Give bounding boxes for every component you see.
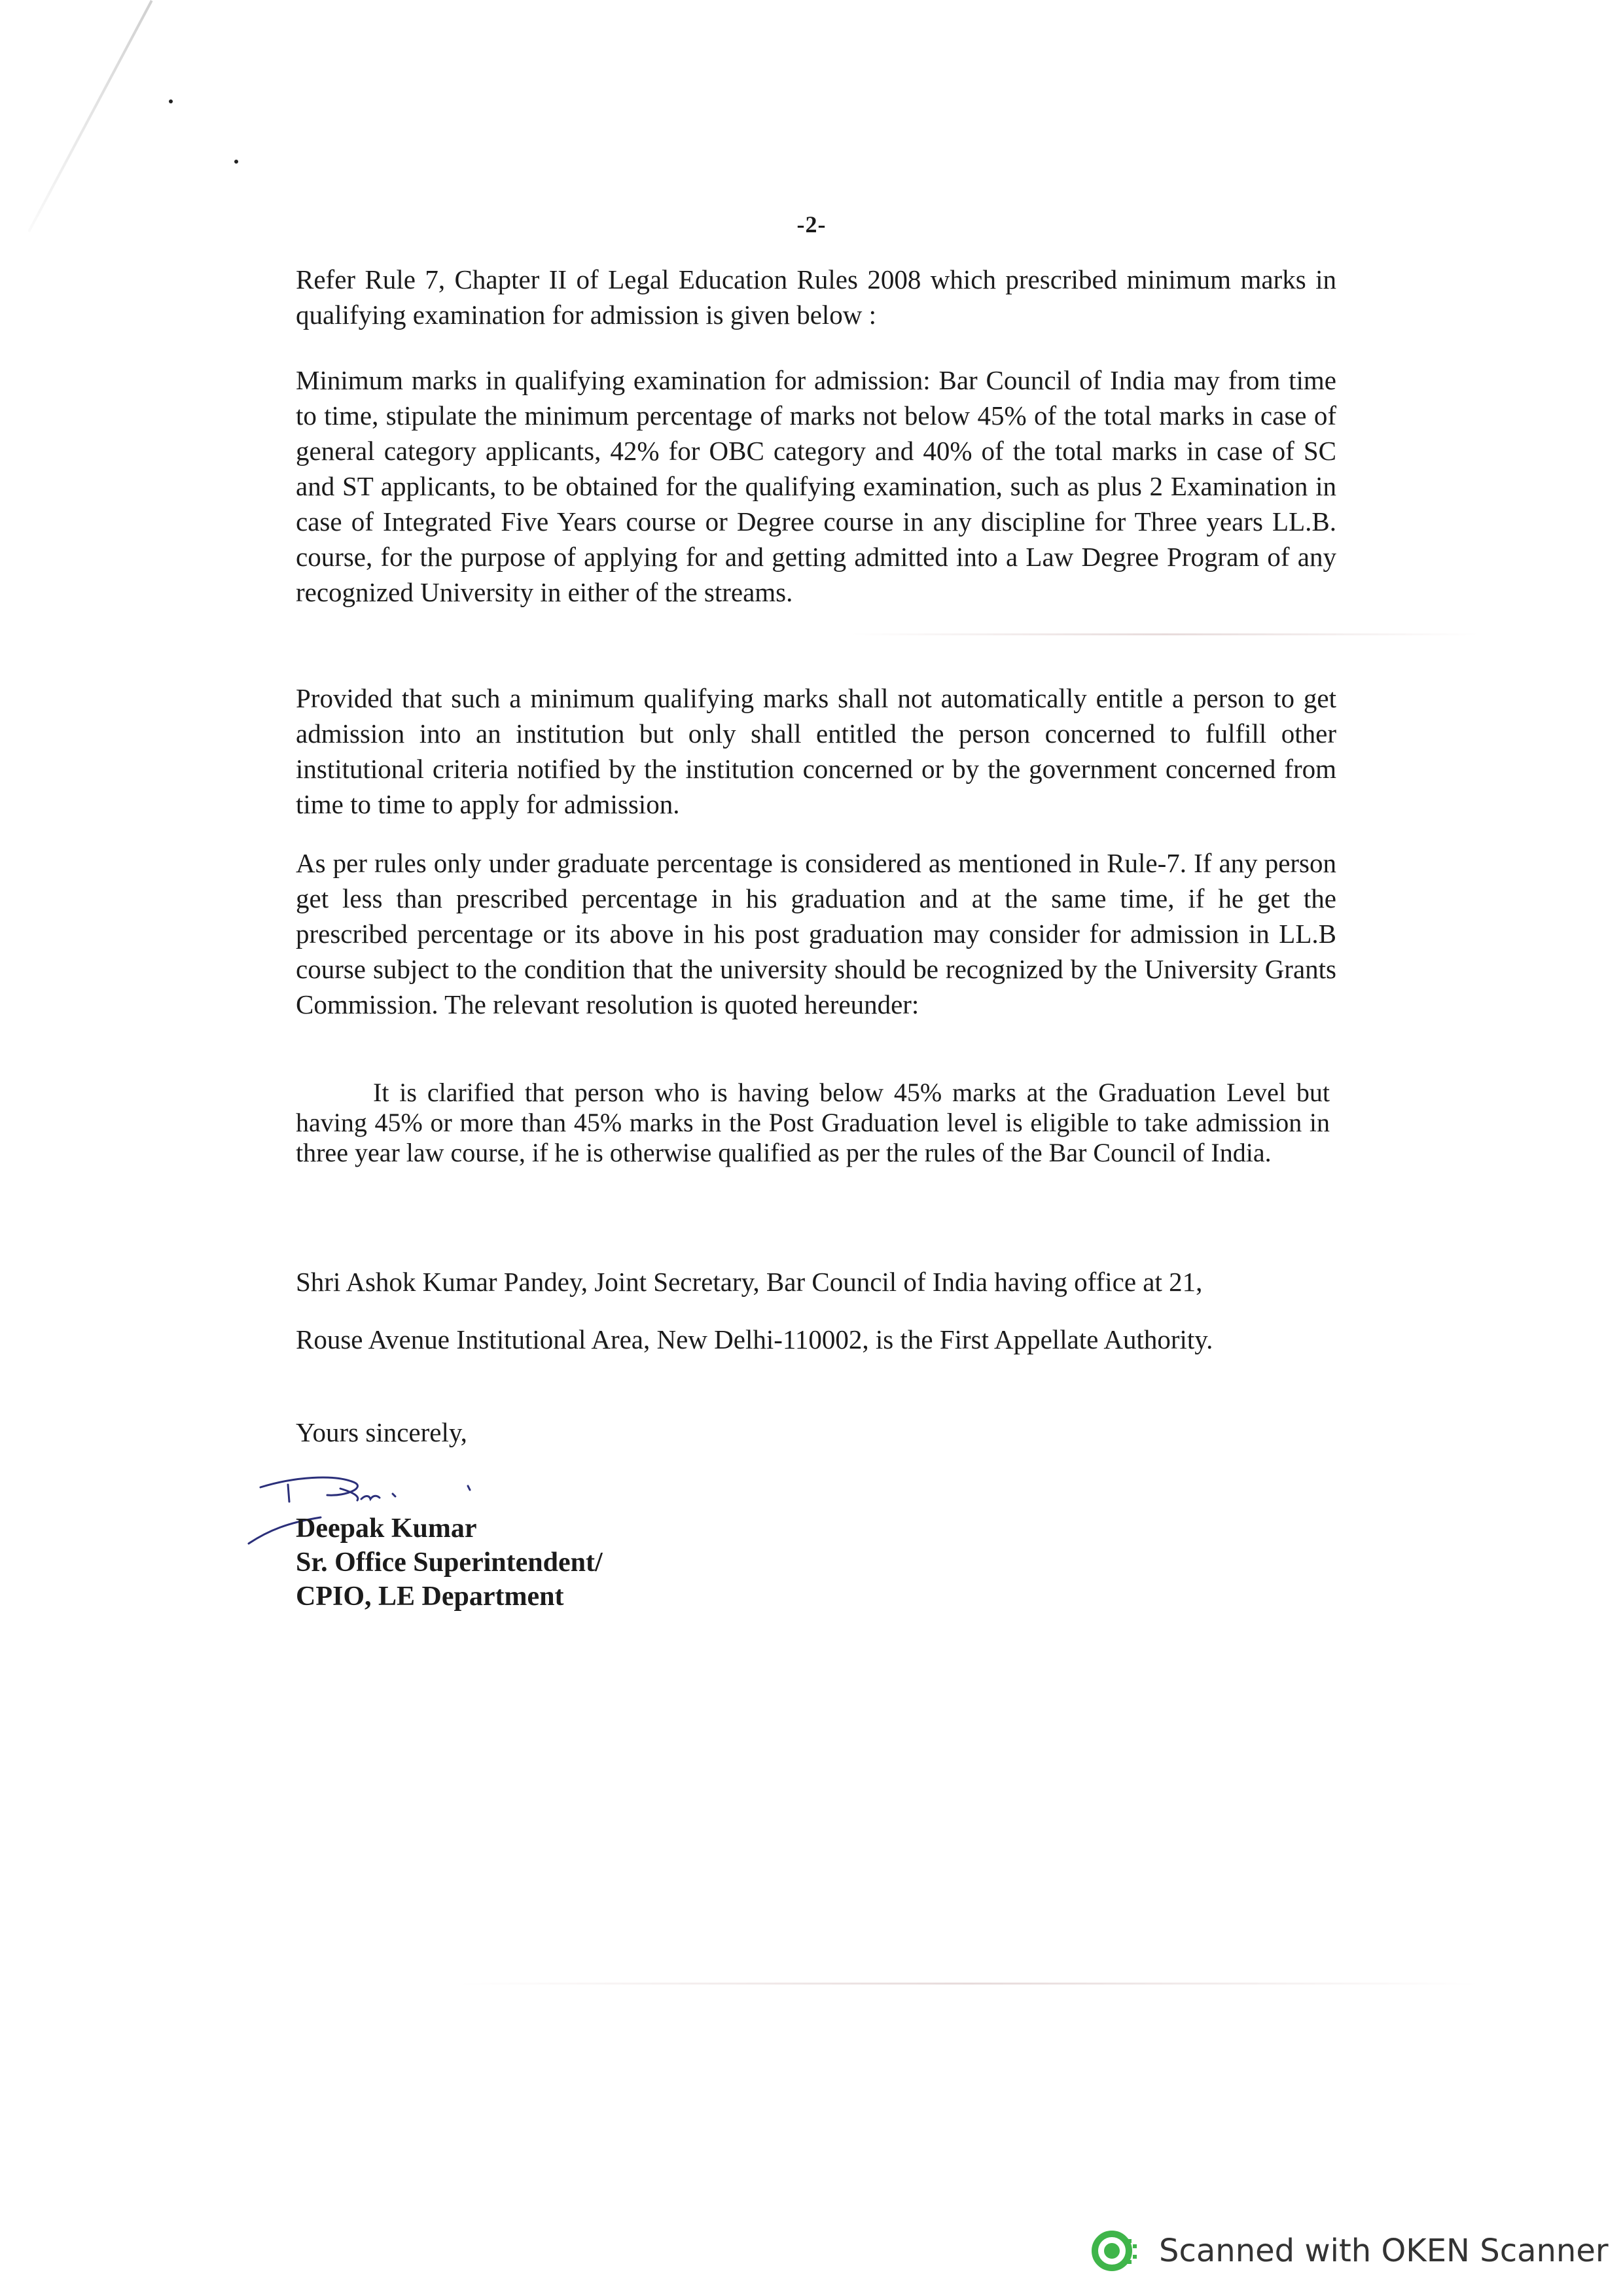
paragraph-appellate-authority-line2: Rouse Avenue Institutional Area, New Delhi-110002, is the First Appellate Authority. <box>296 1324 1213 1354</box>
paragraph-proviso: Provided that such a minimum qualifying marks shall not automatically entitle a person to get admission into an institution but only shall entitled the person concerned to fulfill other institutional criteria notified by the institution concerned or by the government concerned from time to time to apply for admission. <box>296 683 1336 819</box>
signatory-block <box>296 1511 603 1614</box>
paragraph-rule-reference: Refer Rule 7, Chapter II of Legal Education Rules 2008 which prescribed minimum marks in qualifying examination for admission is given below : <box>296 264 1336 330</box>
signatory-department: CPIO, LE Department <box>296 1581 564 1612</box>
signatory-name: Deepak Kumar <box>296 1513 477 1544</box>
paragraph-post-graduation: As per rules only under graduate percentage is considered as mentioned in Rule-7. If any person get less than prescribed percentage in his graduation and at the same time, if he get the prescribed percentage or its above in his post graduation may consider for admission in LL.B course subject to the condition that the university should be recognized by the University Grants Commission. The relevant resolution is quoted hereunder: <box>296 848 1336 1019</box>
paragraph-appellate-authority-line1: Shri Ashok Kumar Pandey, Joint Secretary, Bar Council of India having office at 21, <box>296 1267 1203 1297</box>
quoted-resolution: It is clarified that person who is having below 45% marks at the Graduation Level but having 45% or more than 45% marks in the Post Graduation level is eligible to take admission in three year law course, if he is otherwise qualified as per the rules of the Bar Council of India. <box>296 1078 1330 1167</box>
closing-salutation: Yours sincerely, <box>296 1417 467 1447</box>
signatory-title: Sr. Office Superintendent/ <box>296 1547 603 1578</box>
scan-artifact-dot <box>234 160 238 164</box>
scan-artifact-line <box>851 633 1479 635</box>
paragraph-minimum-marks: Minimum marks in qualifying examination for admission: Bar Council of India may from time to time, stipulate the minimum percentage of marks not below 45% of the total marks in case of general category applicants, 42% for OBC category and 40% of the total marks in case of SC and ST applicants, to be obtained for the qualifying examination, such as plus 2 Examination in case of Integrated Five Years course or Degree course in any discipline for Three years LL.B. course, for the purpose of applying for and getting admitted into a Law Degree Program of any recognized University in either of the streams. <box>296 365 1336 607</box>
scanner-text: Scanned with OKEN Scanner <box>1159 2233 1609 2269</box>
scan-artifact-line <box>27 0 152 232</box>
scan-artifact-dot <box>169 99 173 103</box>
scanner-watermark <box>1090 2223 1609 2278</box>
page-number: -2- <box>796 211 827 238</box>
oken-scanner-logo-icon <box>1090 2225 1142 2277</box>
scan-artifact-line <box>458 1983 1479 1985</box>
